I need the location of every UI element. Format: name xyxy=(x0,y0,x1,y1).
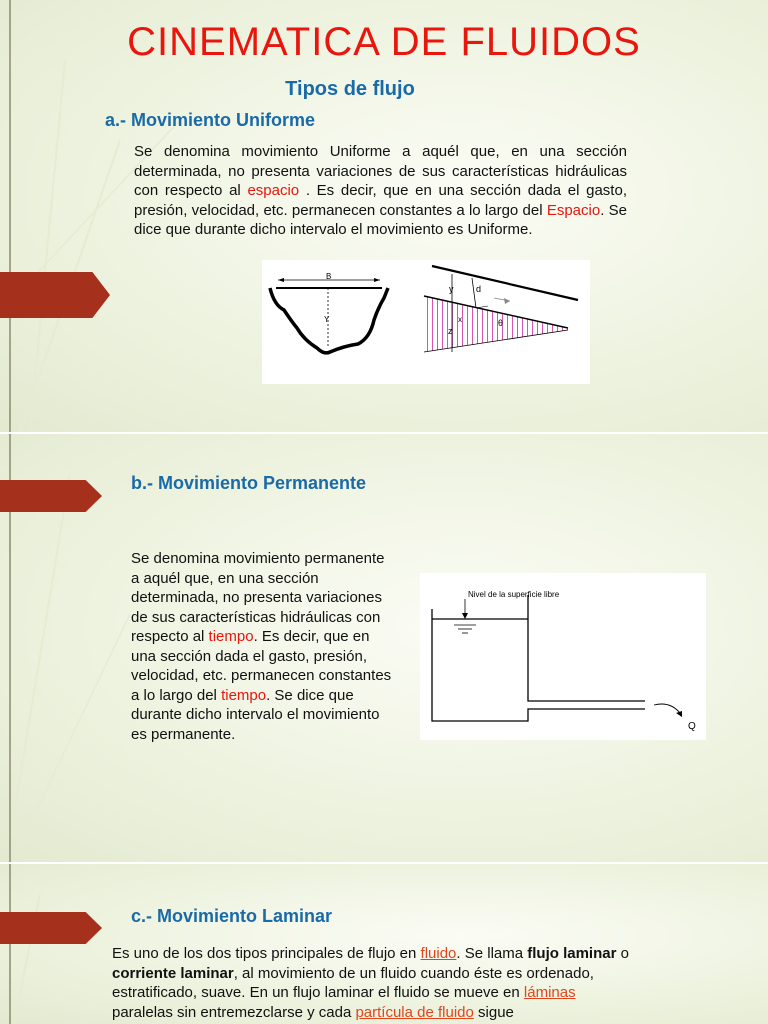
slide-1 xyxy=(0,0,768,432)
heading-permanente: b.- Movimiento Permanente xyxy=(131,473,367,493)
arrow-decoration xyxy=(0,272,110,318)
section-subtitle: Tipos de flujo xyxy=(285,78,415,100)
term-espacio-2: Espacio xyxy=(546,201,601,219)
arrow-decoration xyxy=(0,912,102,944)
arrow-decoration xyxy=(0,480,102,512)
slide-2 xyxy=(0,434,768,862)
paragraph-laminar: Es uno de los dos tipos principales de flujo en fluido. Se llama flujo laminar o corriente laminar, al movimiento de un fluido cuando éste es ordenado, estratificado, suave. En un flujo laminar el fluido se mueve en láminas paralelas sin entremezclarse y cada partícula de fluido sigue xyxy=(112,945,629,1021)
link-fluido[interactable]: fluido xyxy=(420,945,457,962)
label-q: Q xyxy=(688,721,696,732)
label-y-slope: y xyxy=(449,284,454,294)
label-y-channel: Y xyxy=(324,315,330,324)
link-particula-de-fluido[interactable]: partícula de fluido xyxy=(355,1003,474,1021)
slide-3 xyxy=(0,864,768,1024)
paragraph-permanente: Se denomina movimiento permanente a aquél que, en una sección determinada, no presenta variaciones de sus características hidráulicas con respecto al tiempo. Es decir, que en una sección dada el gasto, presión, velocidad, etc. permanecen constantes a lo largo del tiempo. Se dice que durante dicho intervalo el movimiento es permanente. xyxy=(131,550,392,743)
page-title: CINEMATICA DE FLUIDOS xyxy=(127,20,641,64)
term-espacio: espacio xyxy=(247,182,300,199)
paragraph-uniforme: Se denomina movimiento Uniforme a aquél que, en una sección determinada, no presenta variaciones de sus características hidráulicas con respecto al espacio . Es decir, que en una sección dada el gasto, presión, velocidad, etc. permanecen constantes a lo largo del Espacio. Se dice que durante dicho intervalo el movimiento es Uniforme. xyxy=(134,143,627,238)
figure-uniform-channel xyxy=(262,260,590,384)
term-tiempo: tiempo xyxy=(208,628,254,645)
label-z: z xyxy=(448,326,453,336)
link-laminas[interactable]: láminas xyxy=(523,984,576,1001)
figure-tank-outflow xyxy=(420,573,706,740)
label-b: B xyxy=(326,272,332,281)
heading-laminar: c.- Movimiento Laminar xyxy=(131,906,333,926)
heading-uniforme: a.- Movimiento Uniforme xyxy=(105,110,316,130)
label-theta: θ xyxy=(498,318,504,328)
label-nivel: Nivel de la superficie libre xyxy=(468,590,560,599)
label-x: x xyxy=(458,315,462,324)
label-d: d xyxy=(476,284,482,294)
term-tiempo-2: tiempo xyxy=(221,686,267,704)
